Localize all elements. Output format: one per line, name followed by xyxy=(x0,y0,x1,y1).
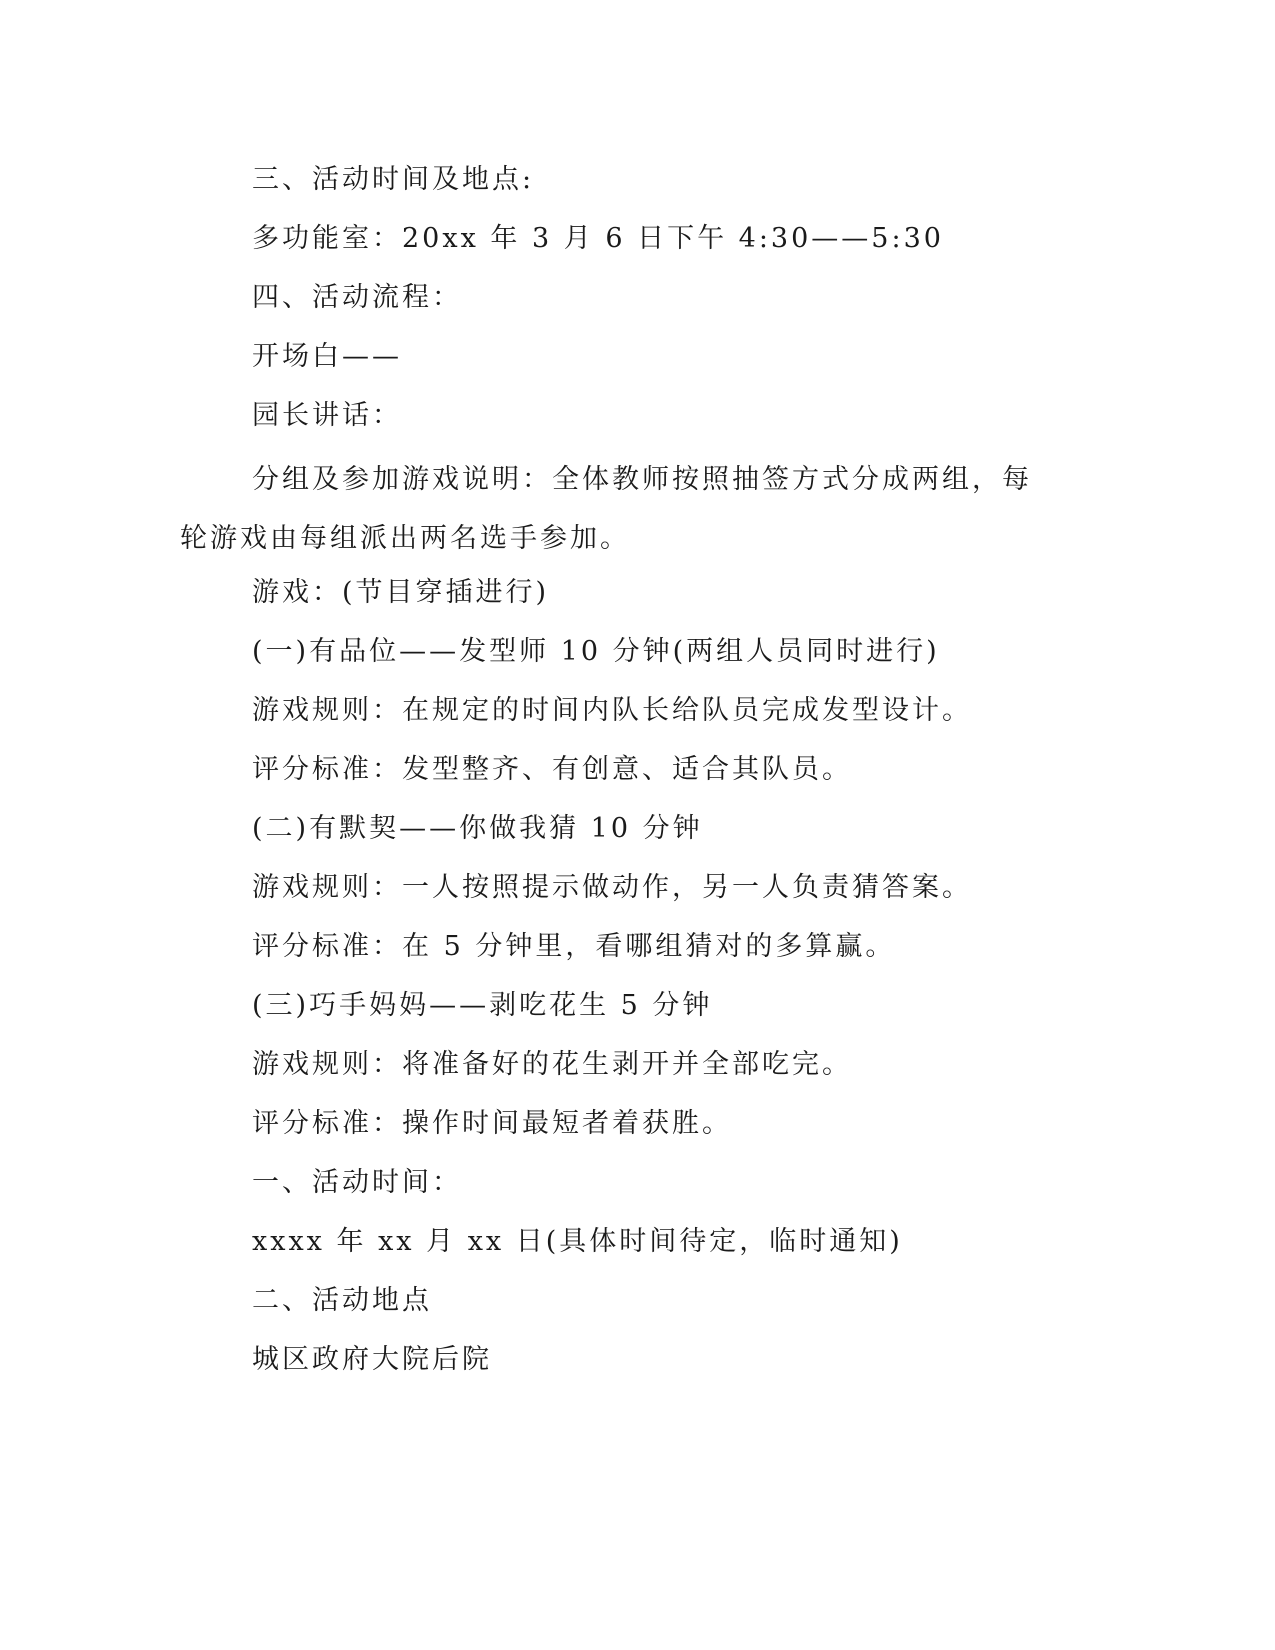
paragraph-principal-speech: 园长讲话： xyxy=(252,400,402,431)
game-2-rules: 游戏规则：一人按照提示做动作，另一人负责猜答案。 xyxy=(252,872,972,903)
game-1-scoring: 评分标准：发型整齐、有创意、适合其队员。 xyxy=(252,754,852,785)
paragraph-grouping: 分组及参加游戏说明：全体教师按照抽签方式分成两组，每轮游戏由每组派出两名选手参加。 xyxy=(180,464,1032,554)
section-heading-activity-place: 二、活动地点 xyxy=(252,1285,432,1316)
paragraph-games: 游戏：(节目穿插进行) xyxy=(252,577,550,608)
paragraph-venue-time: 多功能室：20xx 年 3 月 6 日下午 4:30——5:30 xyxy=(252,223,944,254)
game-3-rules: 游戏规则：将准备好的花生剥开并全部吃完。 xyxy=(252,1049,852,1080)
section-heading-activity-time: 一、活动时间： xyxy=(252,1167,462,1198)
paragraph-opening: 开场白—— xyxy=(252,341,402,372)
game-2-title: (二)有默契——你做我猜 10 分钟 xyxy=(252,813,703,844)
section-heading-time-place: 三、活动时间及地点: xyxy=(252,164,535,195)
section-heading-process: 四、活动流程： xyxy=(252,282,462,313)
game-1-rules: 游戏规则：在规定的时间内队长给队员完成发型设计。 xyxy=(252,695,972,726)
game-3-title: (三)巧手妈妈——剥吃花生 5 分钟 xyxy=(252,990,713,1021)
paragraph-activity-date: xxxx 年 xx 月 xx 日(具体时间待定，临时通知) xyxy=(252,1226,903,1257)
game-1-title: (一)有品位——发型师 10 分钟(两组人员同时进行) xyxy=(252,636,940,667)
game-2-scoring: 评分标准：在 5 分钟里，看哪组猜对的多算赢。 xyxy=(252,931,896,962)
game-3-scoring: 评分标准：操作时间最短者着获胜。 xyxy=(252,1108,732,1139)
paragraph-activity-place: 城区政府大院后院 xyxy=(252,1344,492,1375)
